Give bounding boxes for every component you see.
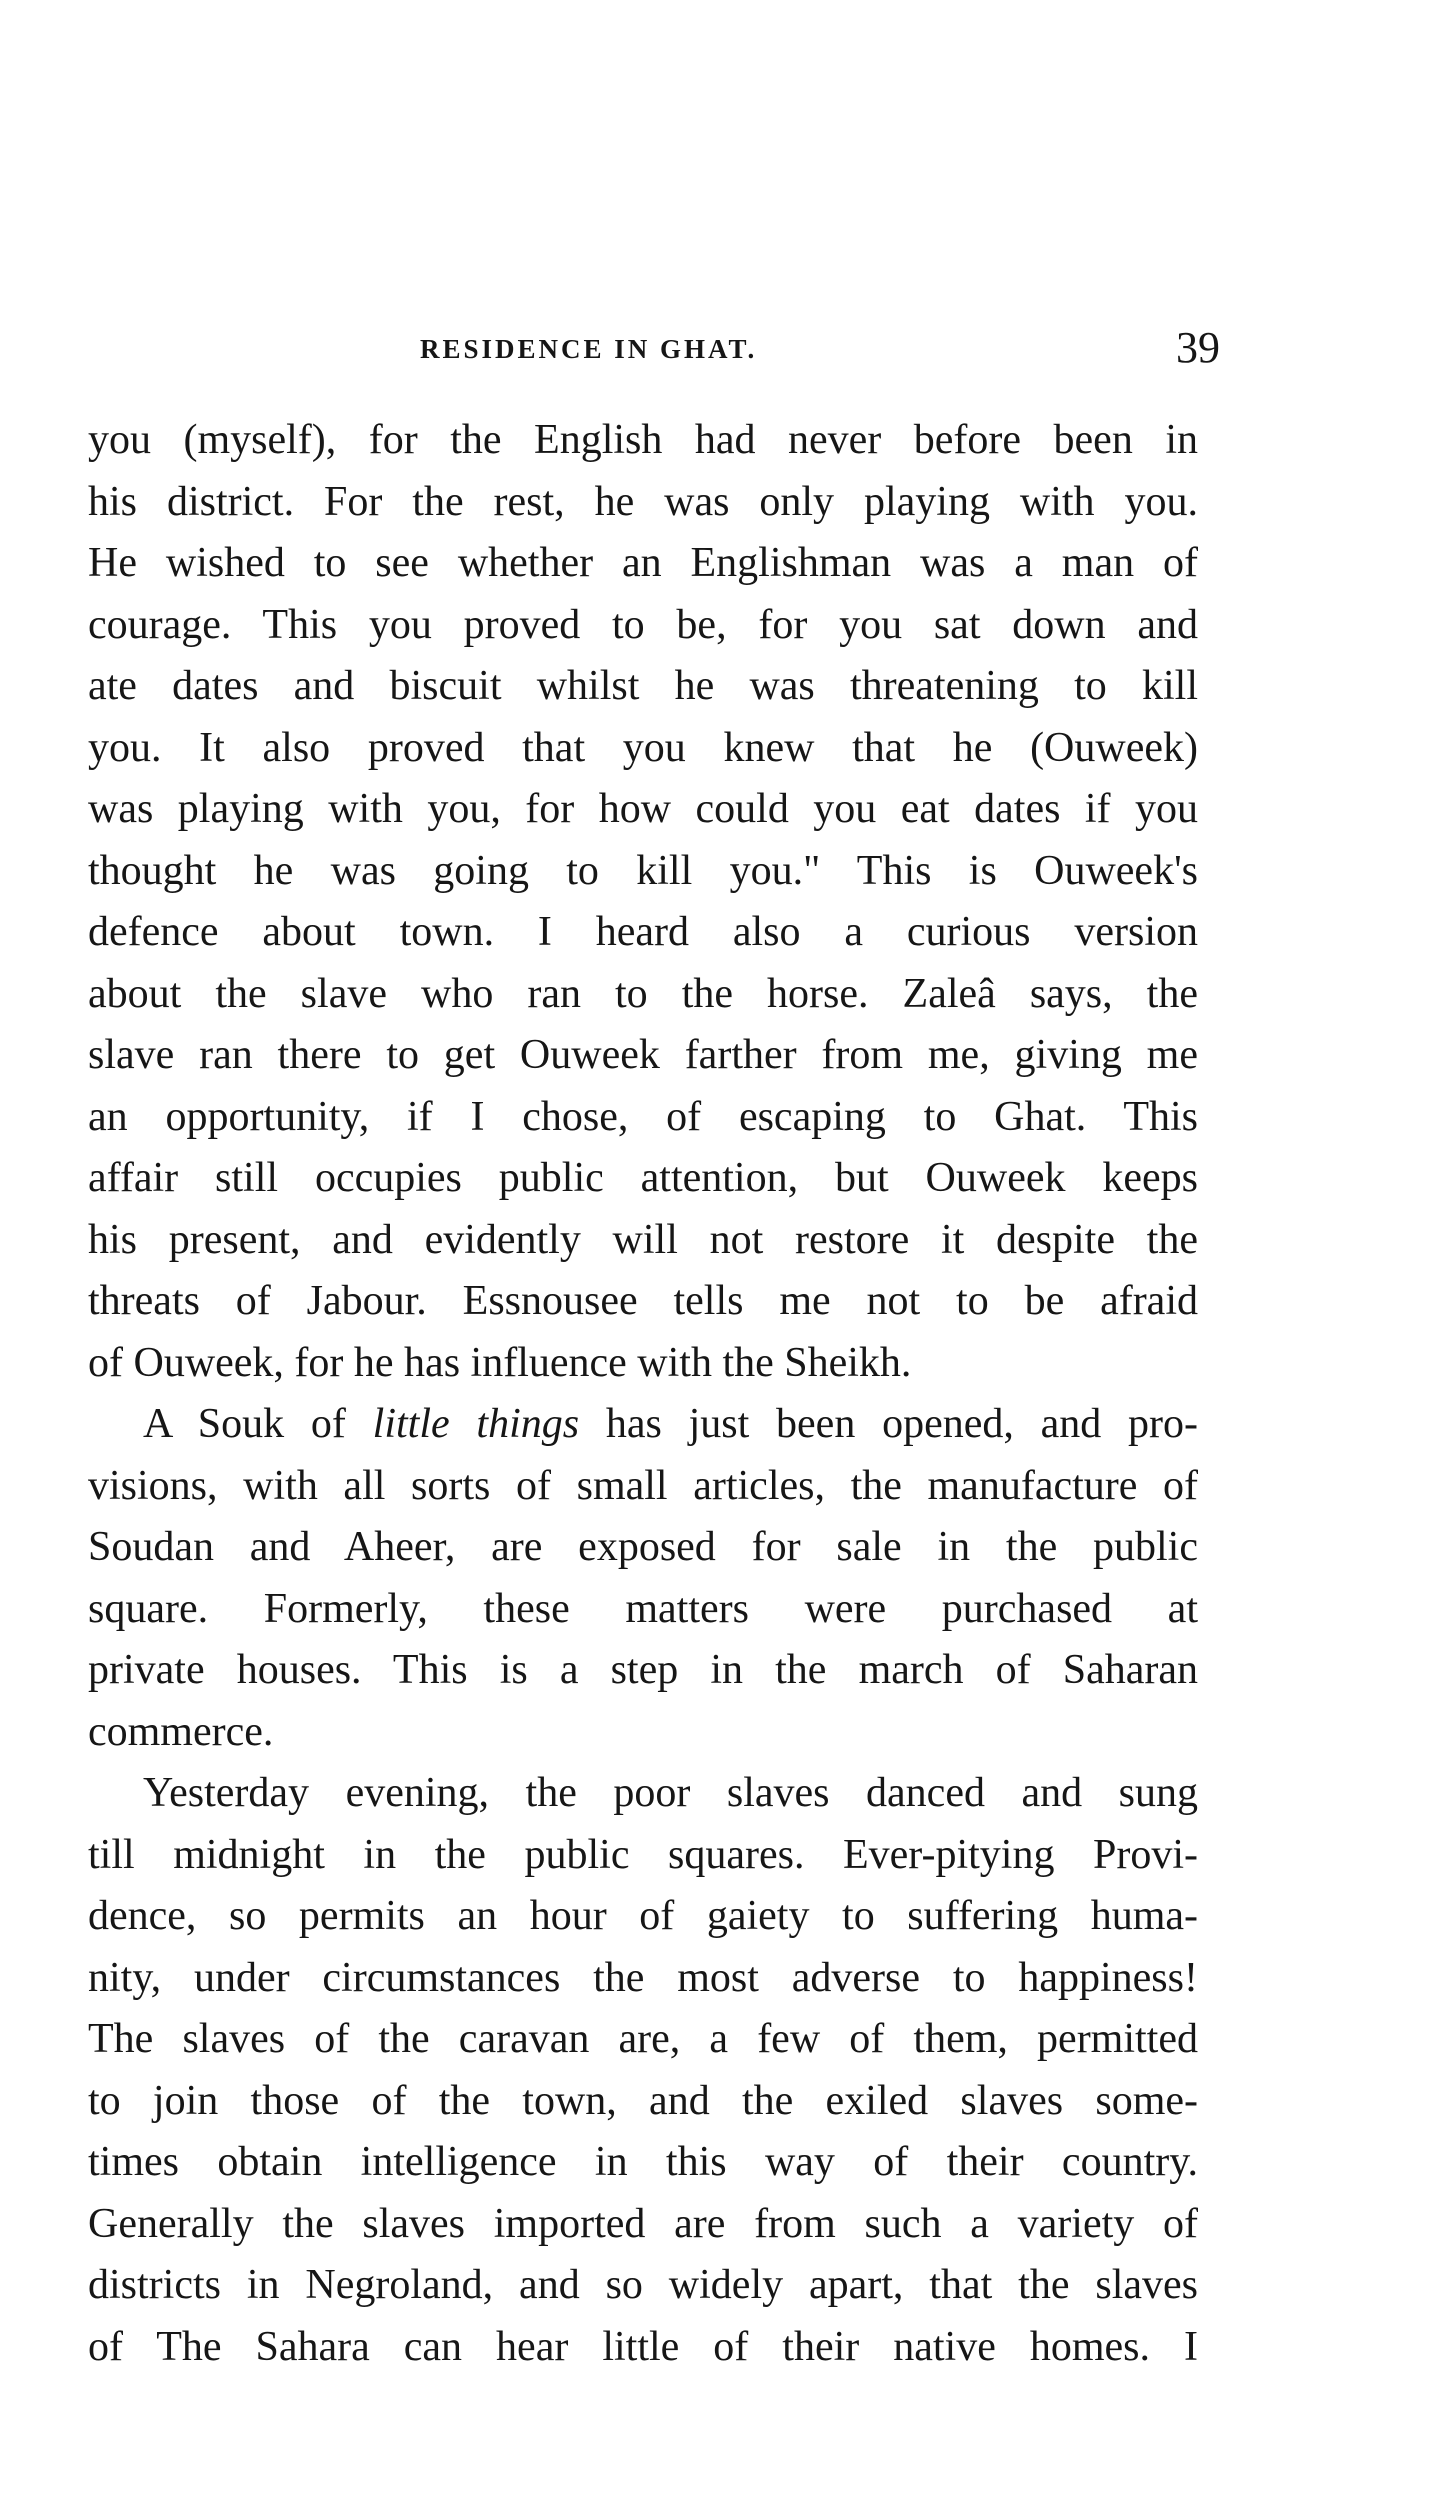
italic-phrase: little things <box>372 1401 580 1447</box>
page-number: 39 <box>1176 323 1220 372</box>
text-line: slave ran there to get Ouweek farther from me, giving me <box>88 1032 1198 1078</box>
text-line: courage. This you proved to be, for you sat down and <box>88 601 1198 648</box>
paragraph <box>88 1394 1198 1763</box>
text-line: square. Formerly, these matters were purchased at <box>88 1585 1198 1632</box>
running-head: RESIDENCE IN GHAT. <box>420 334 758 364</box>
text-line: He wished to see whether an Englishman was a man of <box>88 540 1198 586</box>
text-line: his district. For the rest, he was only playing with you. <box>88 478 1198 525</box>
text-line: his present, and evidently will not restore it despite the <box>88 1216 1198 1263</box>
text-line: defence about town. I heard also a curious version <box>88 909 1198 955</box>
text-line: about the slave who ran to the horse. Zaleâ says, the <box>88 970 1198 1017</box>
text-line: to join those of the town, and the exiled slaves some- <box>88 2077 1198 2124</box>
body-text <box>88 410 1198 2378</box>
text-segment: has just been opened, and pro- <box>579 1401 1199 1447</box>
text-line: Yesterday evening, the poor slaves danced and sung <box>143 1770 1198 1816</box>
text-line: threats of Jabour. Essnousee tells me not to be afraid <box>88 1278 1198 1324</box>
text-line: districts in Negroland, and so widely apart, that the slaves <box>88 2262 1198 2308</box>
paragraph <box>88 410 1198 1394</box>
text-line: commerce. <box>88 1708 274 1755</box>
text-line: an opportunity, if I chose, of escaping to Ghat. This <box>88 1093 1198 1140</box>
text-line: nity, under circumstances the most adverse to happiness! <box>88 1954 1198 2001</box>
text-line: thought he was going to kill you." This is Ouweek's <box>88 847 1198 894</box>
text-line: affair still occupies public attention, but Ouweek keeps <box>88 1155 1198 1201</box>
text-line: you (myself), for the English had never before been in <box>88 417 1198 463</box>
text-line: you. It also proved that you knew that he (Ouweek) <box>88 724 1198 771</box>
text-line: of Ouweek, for he has influence with the Sheikh. <box>88 1339 912 1386</box>
text-line: The slaves of the caravan are, a few of them, permitted <box>88 2016 1198 2062</box>
text-line: ate dates and biscuit whilst he was threatening to kill <box>88 663 1198 709</box>
text-line: Soudan and Aheer, are exposed for sale in the public <box>88 1524 1198 1570</box>
text-line: Generally the slaves imported are from such a variety of <box>88 2200 1198 2247</box>
paragraph <box>88 1763 1198 2378</box>
page-header <box>90 322 1220 382</box>
text-line: private houses. This is a step in the march of Saharan <box>88 1647 1198 1693</box>
text-line: times obtain intelligence in this way of their country. <box>88 2139 1198 2185</box>
text-line: till midnight in the public squares. Ever-pitying Provi- <box>88 1831 1198 1878</box>
text-line <box>88 1394 1198 1456</box>
text-segment: A Souk of <box>143 1401 373 1447</box>
text-line: was playing with you, for how could you eat dates if you <box>88 786 1198 832</box>
text-line: visions, with all sorts of small articles, the manufacture of <box>88 1462 1198 1509</box>
text-line: dence, so permits an hour of gaiety to suffering huma- <box>88 1893 1198 1939</box>
text-line: of The Sahara can hear little of their native homes. I <box>88 2323 1198 2370</box>
